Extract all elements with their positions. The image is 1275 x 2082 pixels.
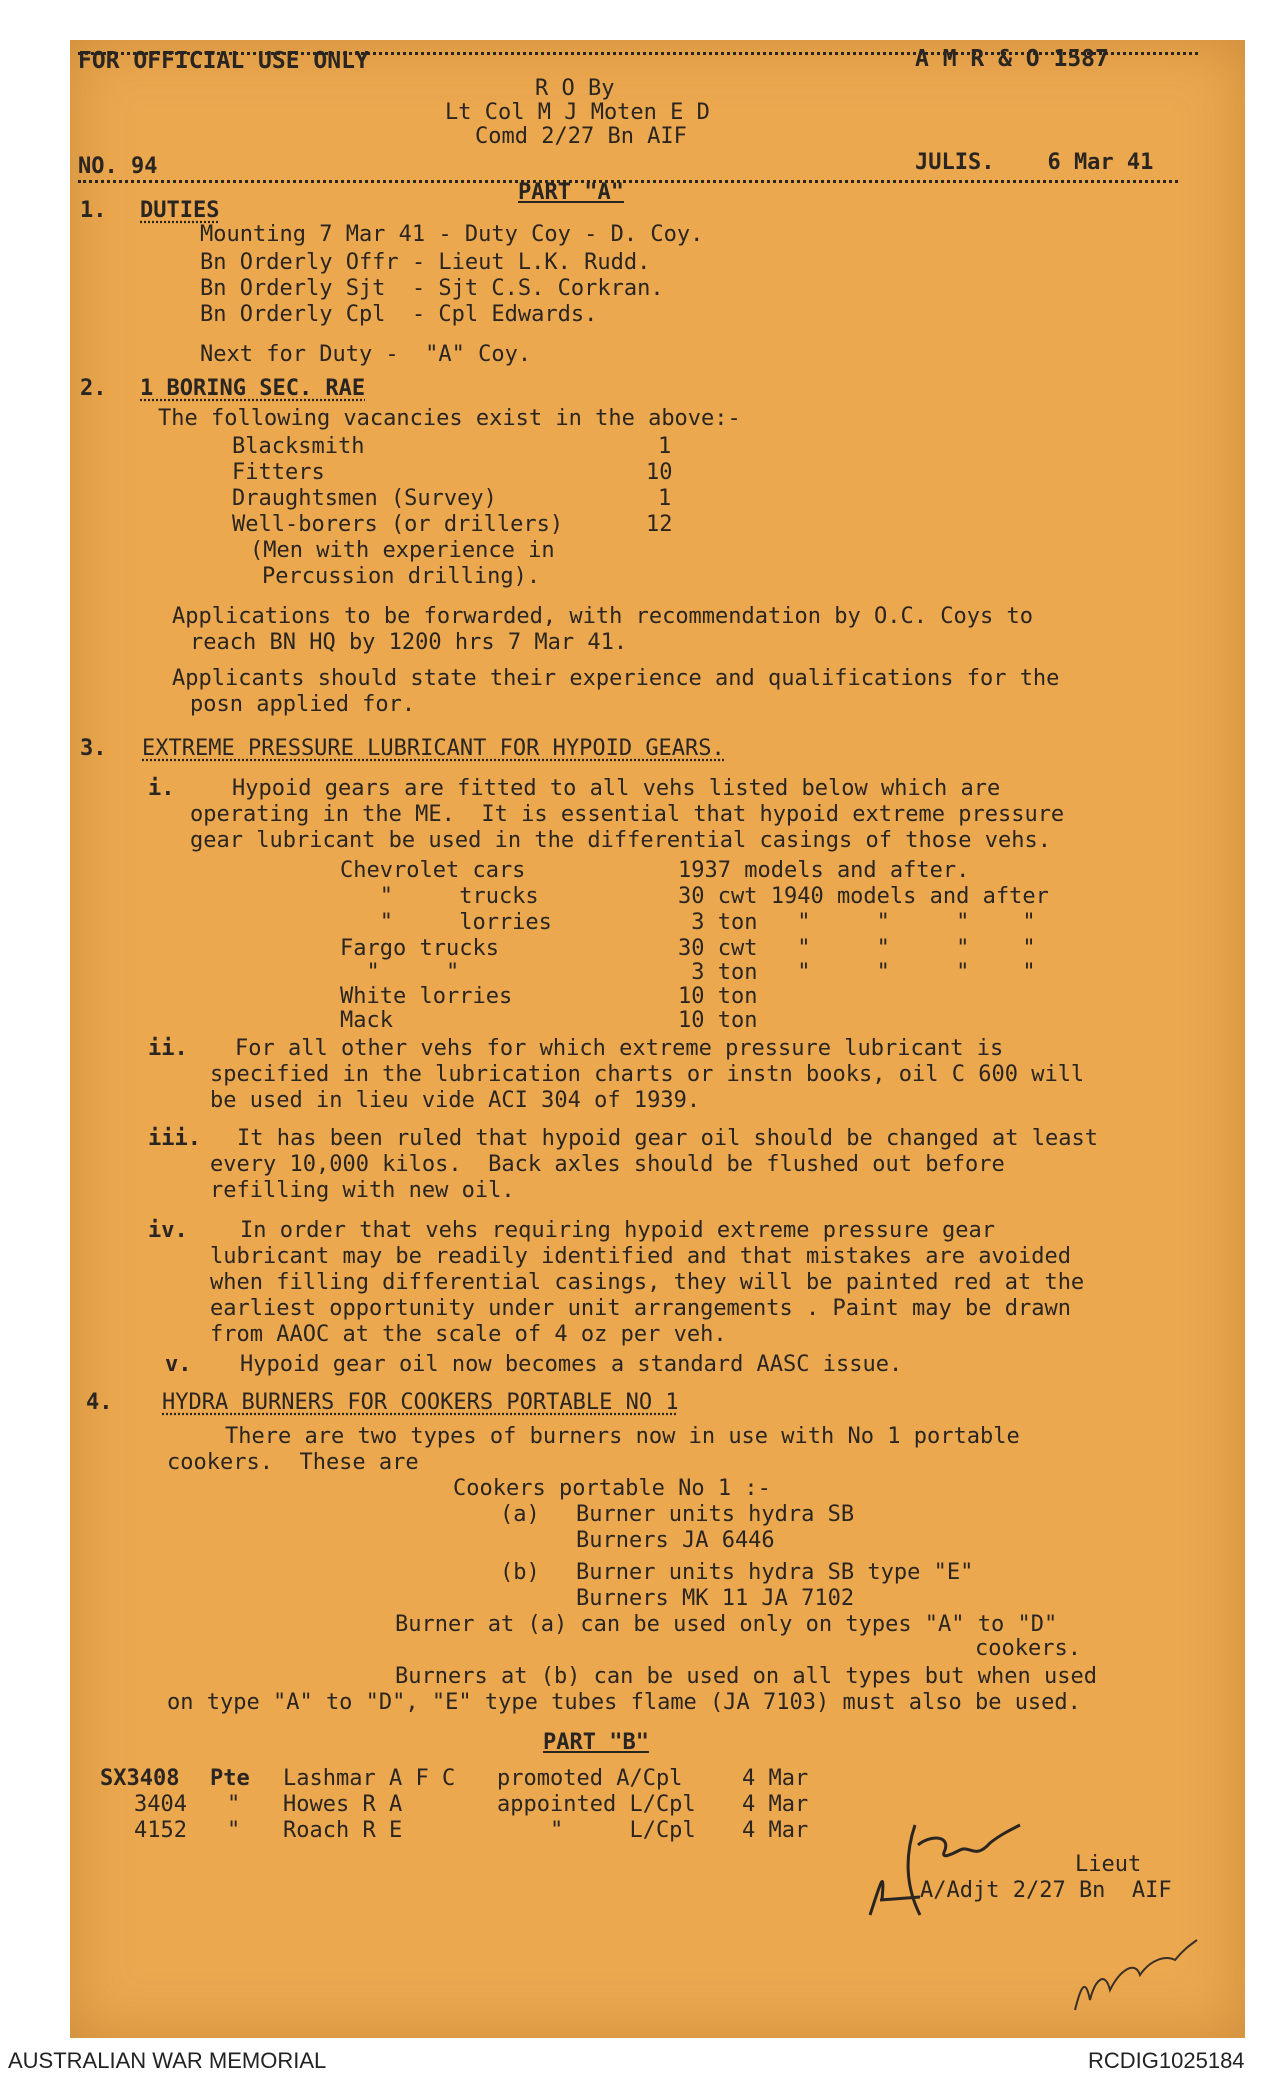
vehicle-name-7: Mack xyxy=(340,1008,393,1033)
burners-intro-1: There are two types of burners now in use with No 1 portable xyxy=(225,1424,1020,1449)
ro-by: R O By xyxy=(535,76,615,101)
burner-a-note-2: cookers. xyxy=(975,1636,1081,1661)
para-iv-line-5: from AAOC at the scale of 4 oz per veh. xyxy=(210,1322,727,1347)
section-2-heading: 1 BORING SEC. RAE xyxy=(140,376,366,401)
vehicle-spec-4: 30 cwt " " " " xyxy=(678,936,1036,961)
footer-record-id: RCDIG1025184 xyxy=(1088,2048,1245,2073)
vehicle-name-1: Chevrolet cars xyxy=(340,858,526,883)
partb-row2-rank: " xyxy=(227,1792,241,1817)
vacancy-trade-1: Blacksmith xyxy=(232,434,365,459)
initials-scrawl xyxy=(1065,1930,1205,2020)
part-a-title: PART "A" xyxy=(518,180,624,205)
partb-row3-name: Roach R E xyxy=(283,1818,403,1843)
partb-row2-date: 4 Mar xyxy=(742,1792,809,1817)
command: Comd 2/27 Bn AIF xyxy=(475,124,687,149)
partb-row2-number: 3404 xyxy=(134,1792,187,1817)
para-iv-number: iv. xyxy=(148,1218,188,1243)
burner-a-note-1: Burner at (a) can be used only on types "A" to "D" xyxy=(395,1612,1058,1637)
partb-row3-rank: " xyxy=(227,1818,241,1843)
vehicle-spec-6: 10 ton xyxy=(678,984,758,1009)
partb-row1-rank: Pte xyxy=(210,1766,250,1791)
section-1-number: 1. xyxy=(80,198,107,223)
signature-appointment: A/Adjt 2/27 Bn AIF xyxy=(920,1878,1172,1903)
partb-row2-action: appointed L/Cpl xyxy=(497,1792,696,1817)
burner-b-note-1: Burners at (b) can be used on all types but when used xyxy=(395,1664,1097,1689)
vacancy-count-3: 1 xyxy=(658,486,672,511)
vacancy-trade-3: Draughtsmen (Survey) xyxy=(232,486,497,511)
option-b-label: (b) xyxy=(500,1560,540,1585)
vehicle-name-6: White lorries xyxy=(340,984,513,1009)
part-b-title: PART "B" xyxy=(543,1730,649,1755)
vacancy-count-4: 12 xyxy=(646,512,673,537)
section-3-heading: EXTREME PRESSURE LUBRICANT FOR HYPOID GEARS. xyxy=(142,736,725,761)
vehicle-spec-1: 1937 models and after. xyxy=(678,858,970,883)
para-i-line-1: Hypoid gears are fitted to all vehs listed below which are xyxy=(232,776,1001,801)
number-rule xyxy=(78,180,1178,183)
vehicle-name-2: " trucks xyxy=(340,884,539,909)
option-a-label: (a) xyxy=(500,1502,540,1527)
partb-row3-number: 4152 xyxy=(134,1818,187,1843)
signature-scrawl xyxy=(860,1805,1040,1925)
para-ii-line-2: specified in the lubrication charts or instn books, oil C 600 will xyxy=(210,1062,1085,1087)
vehicle-spec-3: 3 ton " " " " xyxy=(678,910,1036,935)
partb-row1-name: Lashmar A F C xyxy=(283,1766,456,1791)
para-iii-line-1: It has been ruled that hypoid gear oil should be changed at least xyxy=(237,1126,1098,1151)
section-4-heading: HYDRA BURNERS FOR COOKERS PORTABLE NO 1 xyxy=(162,1390,679,1415)
applicants-line-2: posn applied for. xyxy=(190,692,416,717)
option-a-line-1: Burner units hydra SB xyxy=(576,1502,855,1527)
footer-archive-name: AUSTRALIAN WAR MEMORIAL xyxy=(8,2048,327,2073)
vacancy-trade-2: Fitters xyxy=(232,460,325,485)
duty-line-2: Bn Orderly Offr - Lieut L.K. Rudd. xyxy=(200,250,651,275)
vacancy-count-1: 1 xyxy=(658,434,672,459)
section-3-number: 3. xyxy=(80,736,107,761)
applications-line-1: Applications to be forwarded, with recommendation by O.C. Coys to xyxy=(172,604,1033,629)
option-b-line-1: Burner units hydra SB type "E" xyxy=(576,1560,974,1585)
vehicle-spec-5: 3 ton " " " " xyxy=(678,960,1036,985)
classification: FOR OFFICIAL USE ONLY xyxy=(78,48,369,74)
section-1-heading: DUTIES xyxy=(140,198,220,223)
partb-row1-number: SX3408 xyxy=(100,1766,180,1791)
duty-line-4: Bn Orderly Cpl - Cpl Edwards. xyxy=(200,302,598,327)
para-iv-line-3: when filling differential casings, they will be painted red at the xyxy=(210,1270,1085,1295)
para-i-number: i. xyxy=(148,776,175,801)
next-for-duty: Next for Duty - "A" Coy. xyxy=(200,342,532,367)
commander: Lt Col M J Moten E D xyxy=(445,100,710,125)
partb-row1-action: promoted A/Cpl xyxy=(497,1766,683,1791)
para-iii-line-3: refilling with new oil. xyxy=(210,1178,515,1203)
vehicle-name-4: Fargo trucks xyxy=(340,936,499,961)
cookers-portable-heading: Cookers portable No 1 :- xyxy=(453,1476,771,1501)
section-4-number: 4. xyxy=(86,1390,113,1415)
vehicle-name-3: " lorries xyxy=(340,910,552,935)
vacancy-count-2: 10 xyxy=(646,460,673,485)
boring-intro: The following vacancies exist in the above:- xyxy=(158,406,741,431)
para-iv-line-2: lubricant may be readily identified and that mistakes are avoided xyxy=(210,1244,1071,1269)
option-b-line-2: Burners MK 11 JA 7102 xyxy=(576,1586,855,1611)
signature-rank: Lieut xyxy=(1075,1852,1142,1877)
duty-line-1: Mounting 7 Mar 41 - Duty Coy - D. Coy. xyxy=(200,222,704,247)
burners-intro-2: cookers. These are xyxy=(167,1450,419,1475)
para-iii-number: iii. xyxy=(148,1126,201,1151)
partb-row2-name: Howes R A xyxy=(283,1792,403,1817)
partb-row3-action: " L/Cpl xyxy=(497,1818,696,1843)
place-date: JULIS. 6 Mar 41 xyxy=(915,150,1154,175)
vehicle-name-5: " " xyxy=(340,960,460,985)
para-iv-line-1: In order that vehs requiring hypoid extreme pressure gear xyxy=(240,1218,995,1243)
boring-note-2: Percussion drilling). xyxy=(262,564,541,589)
vacancy-trade-4: Well-borers (or drillers) xyxy=(232,512,564,537)
partb-row3-date: 4 Mar xyxy=(742,1818,809,1843)
burner-b-note-2: on type "A" to "D", "E" type tubes flame (JA 7103) must also be used. xyxy=(167,1690,1081,1715)
para-ii-number: ii. xyxy=(148,1036,188,1061)
para-v-line: Hypoid gear oil now becomes a standard AASC issue. xyxy=(240,1352,903,1377)
para-ii-line-3: be used in lieu vide ACI 304 of 1939. xyxy=(210,1088,701,1113)
order-number: NO. 94 xyxy=(78,154,158,179)
section-2-number: 2. xyxy=(80,376,107,401)
option-a-line-2: Burners JA 6446 xyxy=(576,1528,775,1553)
para-i-line-2: operating in the ME. It is essential that hypoid extreme pressure xyxy=(190,802,1065,827)
reference-number: A M R & O 1587 xyxy=(915,46,1109,72)
para-i-line-3: gear lubricant be used in the differential casings of those vehs. xyxy=(190,828,1051,853)
para-ii-line-1: For all other vehs for which extreme pressure lubricant is xyxy=(235,1036,1004,1061)
partb-row1-date: 4 Mar xyxy=(742,1766,809,1791)
para-iii-line-2: every 10,000 kilos. Back axles should be flushed out before xyxy=(210,1152,1005,1177)
vehicle-spec-7: 10 ton xyxy=(678,1008,758,1033)
applicants-line-1: Applicants should state their experience and qualifications for the xyxy=(172,666,1060,691)
vehicle-spec-2: 30 cwt 1940 models and after xyxy=(678,884,1049,909)
boring-note-1: (Men with experience in xyxy=(250,538,555,563)
para-iv-line-4: earliest opportunity under unit arrangements . Paint may be drawn xyxy=(210,1296,1071,1321)
duty-line-3: Bn Orderly Sjt - Sjt C.S. Corkran. xyxy=(200,276,664,301)
applications-line-2: reach BN HQ by 1200 hrs 7 Mar 41. xyxy=(190,630,628,655)
para-v-number: v. xyxy=(165,1352,192,1377)
